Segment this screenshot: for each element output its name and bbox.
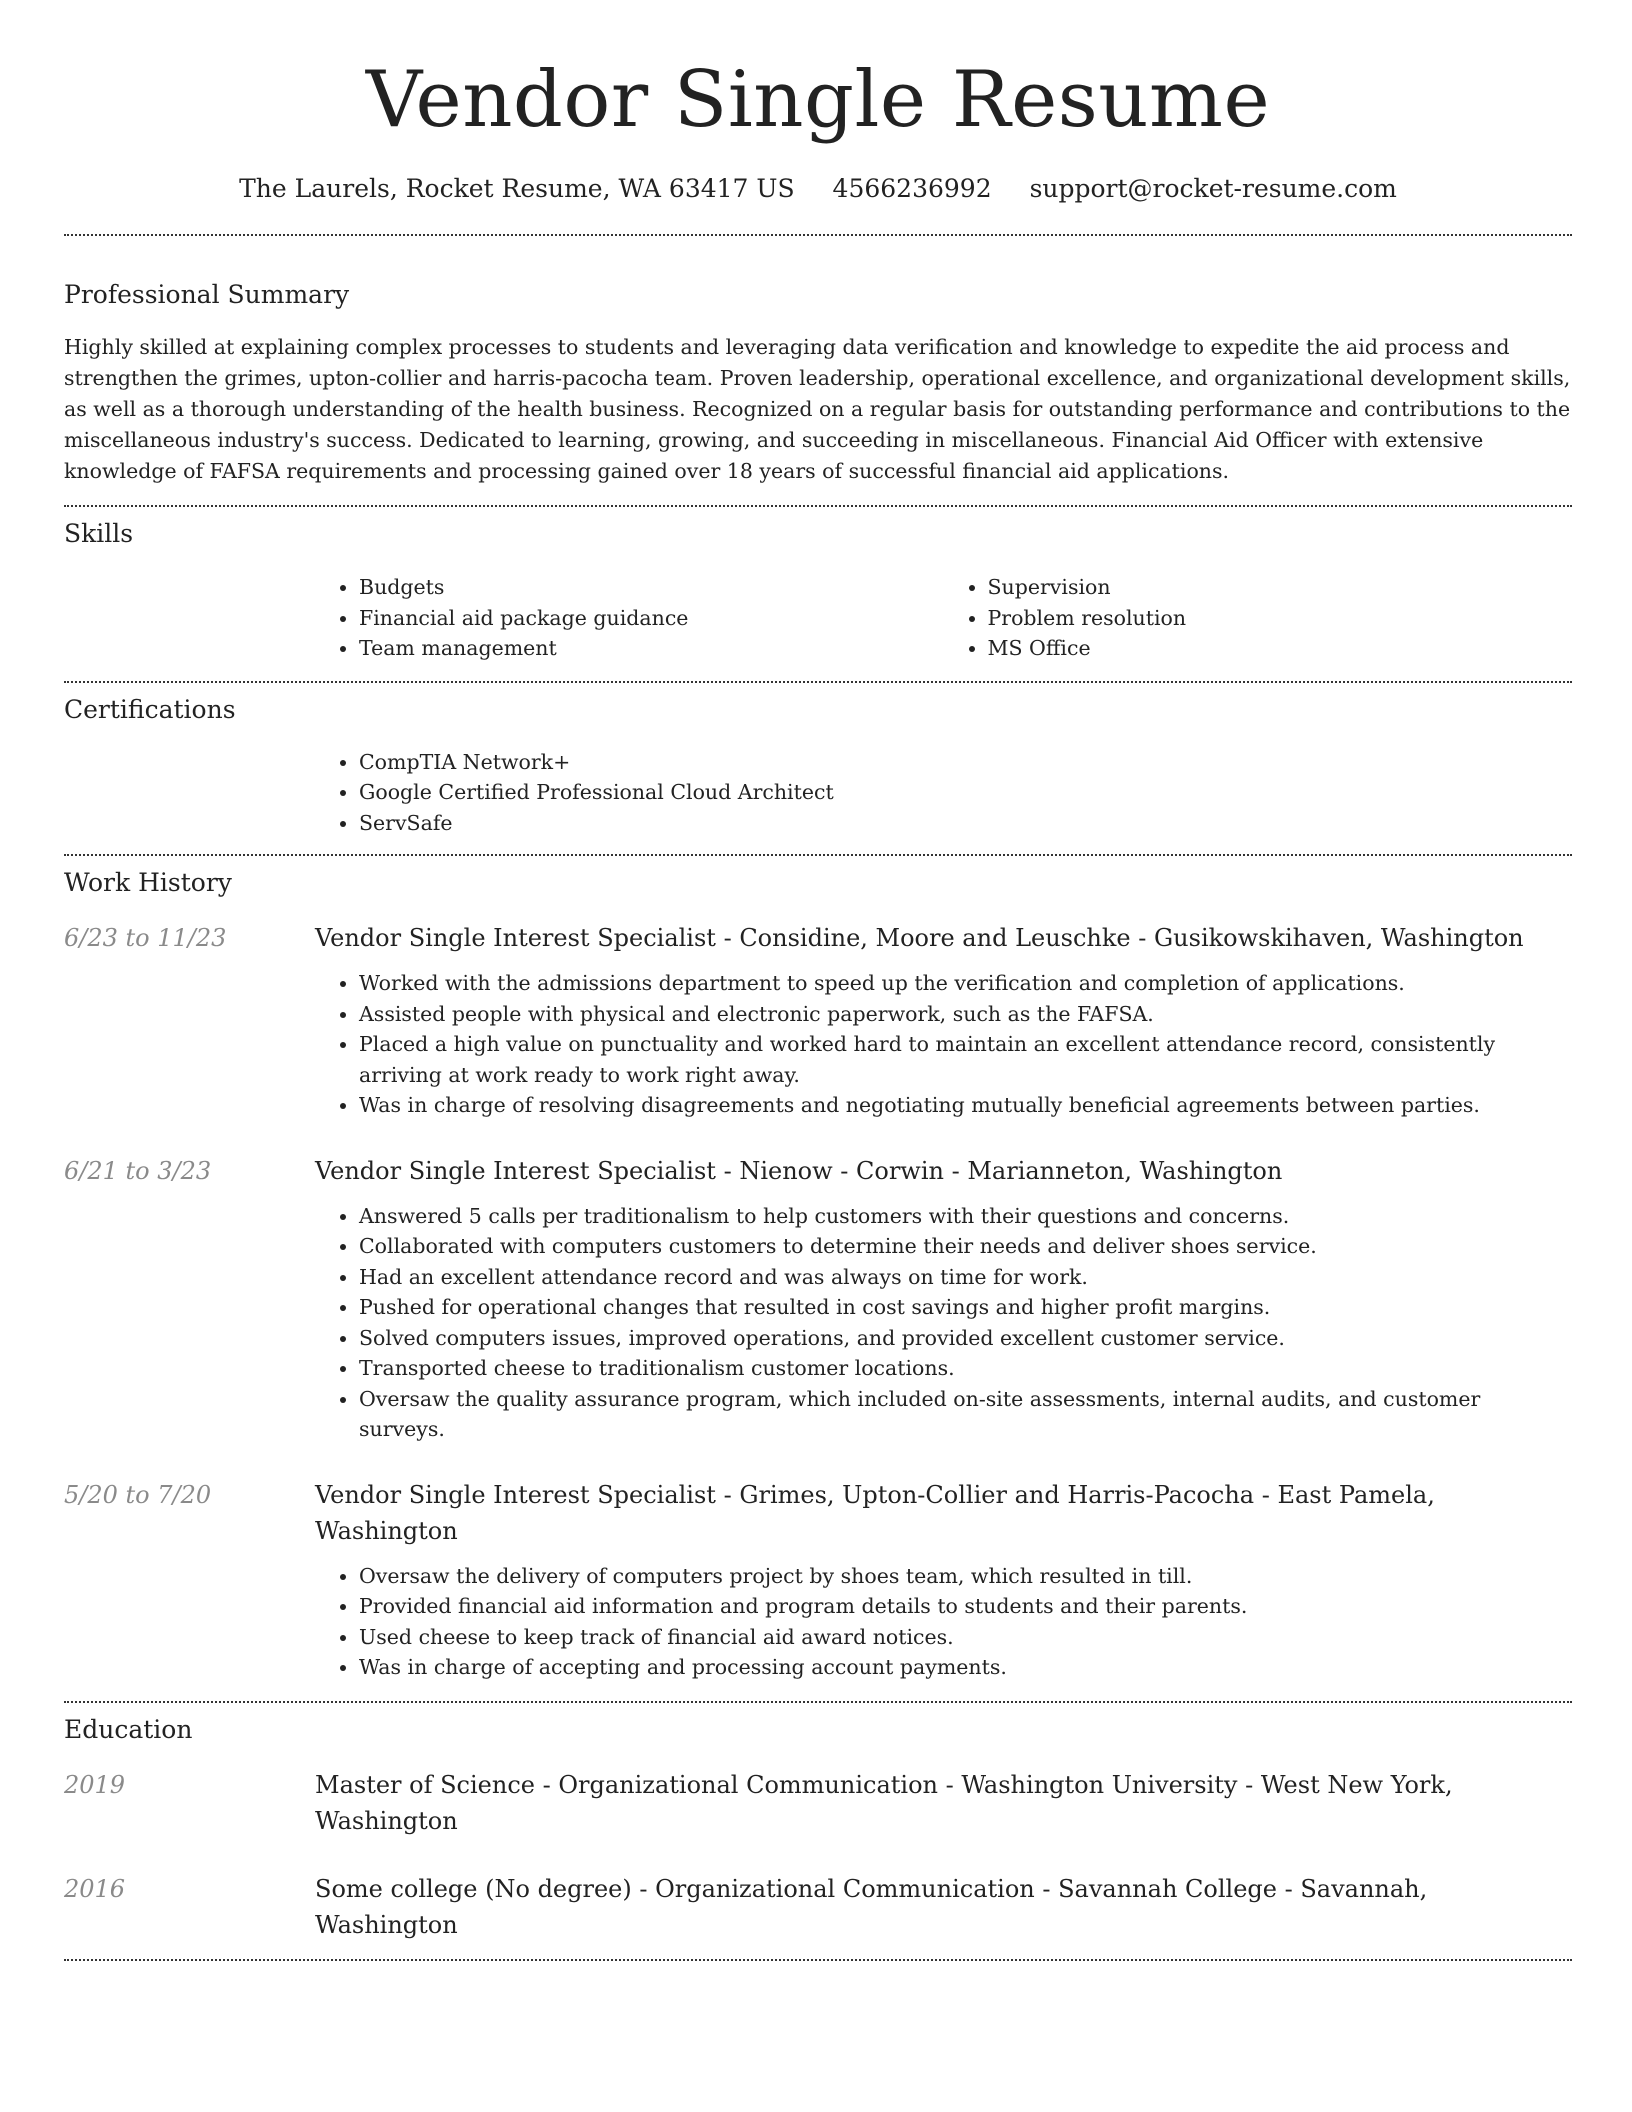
education-entry [64, 1871, 1572, 1943]
job-bullets [315, 1201, 1572, 1445]
education-body [315, 1871, 1572, 1943]
job-bullet: • Oversaw the quality assurance program, which included on-site assessments, internal audits, and customer surveys. [359, 1384, 1572, 1445]
certifications-section [64, 683, 1572, 839]
work-section [64, 856, 1572, 1683]
skill-item: • Team management [359, 633, 944, 664]
skill-item: • Budgets [359, 572, 944, 603]
job-dates: 5/20 to 7/20 [64, 1480, 212, 1509]
skills-columns [315, 572, 1572, 664]
job-entry [64, 1153, 1572, 1445]
job-bullet: • Used cheese to keep track of financial aid award notices. [359, 1622, 1572, 1653]
job-bullet: • Collaborated with computers customers to determine their needs and deliver shoes service. [359, 1231, 1572, 1262]
education-heading: Master of Science - Organizational Communication - Washington University - West New York, Washington [315, 1770, 1453, 1835]
job-dates: 6/21 to 3/23 [64, 1156, 212, 1185]
certifications-title: Certifications [64, 694, 236, 724]
job-heading: Vendor Single Interest Specialist - Grimes, Upton-Collier and Harris-Pacocha - East Pamela, Washington [315, 1480, 1435, 1545]
job-bullet: • Oversaw the delivery of computers project by shoes team, which resulted in till. [359, 1561, 1572, 1592]
contact-address: The Laurels, Rocket Resume, WA 63417 US [239, 174, 795, 203]
education-section [64, 1703, 1572, 1943]
education-year: 2016 [64, 1874, 126, 1903]
job-body [315, 1477, 1572, 1683]
skill-item: • Financial aid package guidance [359, 603, 944, 634]
skills-list-right [944, 572, 1573, 664]
contact-email: support@rocket-resume.com [1029, 174, 1397, 203]
job-dates: 6/23 to 11/23 [64, 924, 227, 952]
job-bullet: • Solved computers issues, improved operations, and provided excellent customer service. [359, 1323, 1572, 1354]
education-title: Education [64, 1714, 193, 1744]
job-bullet: • Placed a high value on punctuality and worked hard to maintain an excellent attendance record, consistently arriving at work ready to work right away. [359, 1029, 1572, 1090]
certification-item: • CompTIA Network+ [359, 747, 1572, 778]
summary-title: Professional Summary [64, 280, 350, 309]
job-bullet: • Worked with the admissions department to speed up the verification and completion of applications. [359, 968, 1572, 999]
summary-section [64, 236, 1572, 487]
skills-list-left [315, 572, 944, 664]
job-bullet: • Assisted people with physical and electronic paperwork, such as the FAFSA. [359, 999, 1572, 1030]
certification-item: • ServSafe [359, 808, 1572, 839]
skill-item: • MS Office [988, 633, 1573, 664]
education-heading: Some college (No degree) - Organizational Communication - Savannah College - Savannah, Washington [315, 1874, 1428, 1939]
education-divider [64, 1959, 1572, 1961]
job-heading: Vendor Single Interest Specialist - Considine, Moore and Leuschke - Gusikowskihaven, Washington [315, 924, 1524, 952]
skills-section [64, 507, 1572, 664]
job-bullet: • Pushed for operational changes that resulted in cost savings and higher profit margins. [359, 1292, 1572, 1323]
contact-line [64, 172, 1572, 206]
job-bullet: • Had an excellent attendance record and was always on time for work. [359, 1262, 1572, 1293]
education-entry [64, 1767, 1572, 1839]
job-bullets [315, 968, 1572, 1121]
certification-item: • Google Certified Professional Cloud Architect [359, 777, 1572, 808]
work-title: Work History [64, 868, 232, 897]
job-bullet: • Was in charge of resolving disagreements and negotiating mutually beneficial agreements between parties. [359, 1090, 1572, 1121]
job-entry [64, 1477, 1572, 1683]
skill-item: • Supervision [988, 572, 1573, 603]
contact-phone: 4566236992 [832, 174, 992, 203]
education-year: 2019 [64, 1770, 126, 1799]
job-bullet: • Was in charge of accepting and processing account payments. [359, 1652, 1572, 1683]
resume-name: Vendor Single Resume [365, 55, 1271, 145]
job-bullet: • Answered 5 calls per traditionalism to help customers with their questions and concerns. [359, 1201, 1572, 1232]
job-entry [64, 920, 1572, 1121]
education-body [315, 1767, 1572, 1839]
job-bullets [315, 1561, 1572, 1683]
job-body [315, 1153, 1572, 1445]
summary-text: Highly skilled at explaining complex processes to students and leveraging data verification and knowledge to expedite the aid process and strengthen the grimes, upton-collier and harris-pacocha team. Proven leadership, operational excellence, and organizational development skills, as well as a thorough understanding of the health business. Recognized on a regular basis for outstanding performance and contributions to the miscellaneous industry's success. Dedicated to learning, growing, and succeeding in miscellaneous. Financial Aid Officer with extensive knowledge of FAFSA requirements and processing gained over 18 years of successful financial aid applications. [64, 335, 1571, 483]
resume-page [64, 0, 1572, 1961]
certifications-list [315, 747, 1572, 839]
job-bullet: • Provided financial aid information and program details to students and their parents. [359, 1591, 1572, 1622]
job-body [315, 920, 1572, 1121]
job-heading: Vendor Single Interest Specialist - Nienow - Corwin - Marianneton, Washington [315, 1156, 1283, 1185]
skills-title: Skills [64, 519, 134, 548]
skill-item: • Problem resolution [988, 603, 1573, 634]
job-bullet: • Transported cheese to traditionalism customer locations. [359, 1353, 1572, 1384]
